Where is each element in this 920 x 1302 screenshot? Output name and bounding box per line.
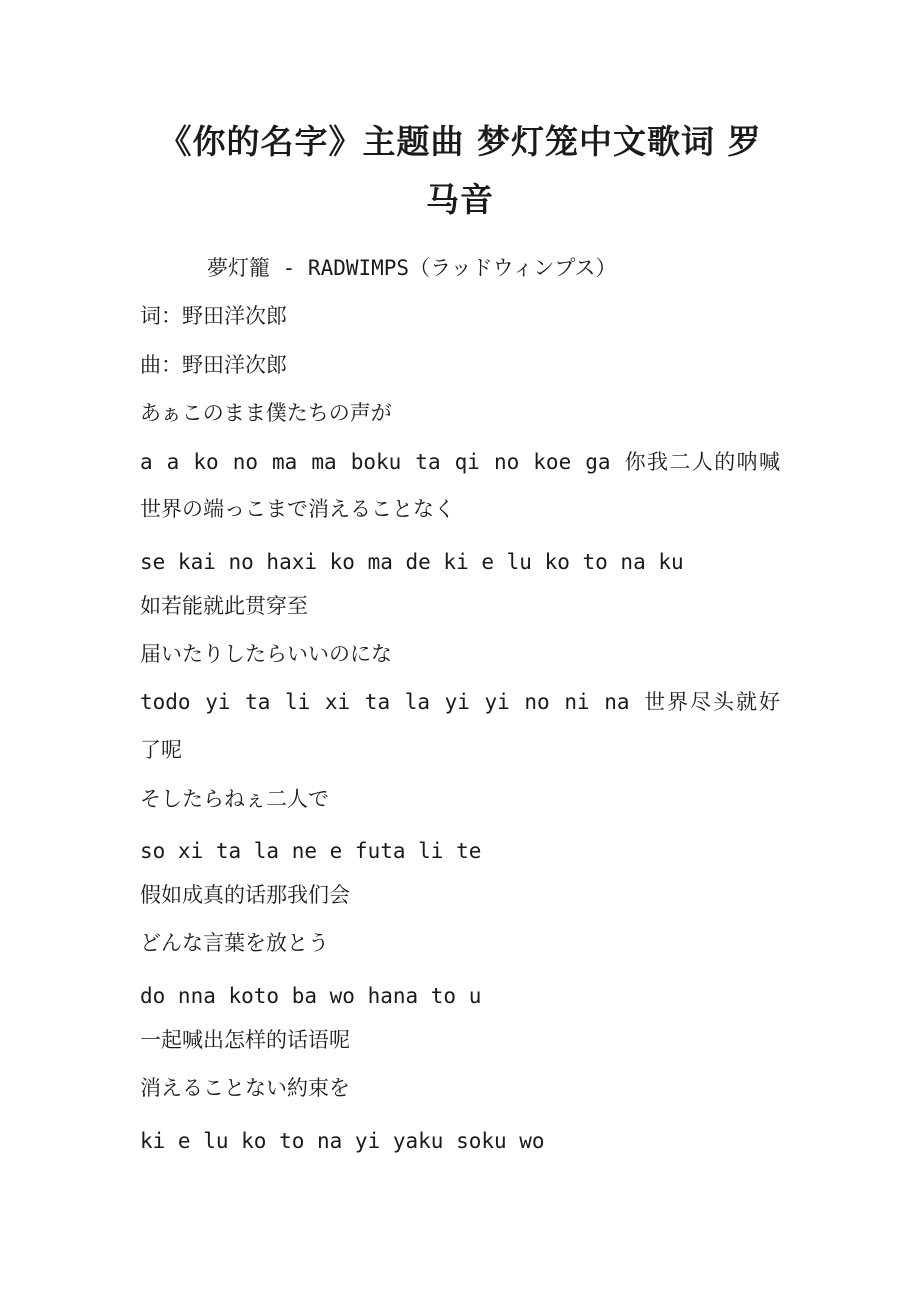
lyric-line: 世界の端っこまで消えることなく [140, 497, 455, 521]
lyricist-line: 词：野田洋次郎 [140, 304, 287, 328]
lyric-line: 届いたりしたらいいのにな [140, 642, 392, 666]
lyric-line: a a ko no ma ma boku ta qi no koe ga 你我二人的呐喊 [140, 450, 780, 474]
lyric-line: so xi ta la ne e futa li te [140, 839, 482, 863]
lyric-line: 了呢 [140, 738, 182, 762]
lyric-line: 一起喊出怎样的话语呢 [140, 1028, 350, 1052]
composer-line: 曲：野田洋次郎 [140, 353, 287, 377]
lyric-line: todo yi ta li xi ta la yi yi no ni na 世界尽头就好 [140, 690, 780, 714]
lyric-line: そしたらねぇ二人で [140, 787, 329, 811]
lyric-line: あぁこのまま僕たちの声が [140, 401, 392, 425]
lyric-line: do nna koto ba wo hana to u [140, 984, 482, 1008]
lyric-line: 假如成真的话那我们会 [140, 883, 350, 907]
lyric-line: 如若能就此贯穿至 [140, 594, 308, 618]
lyric-line: se kai no haxi ko ma de ki e lu ko to na ku [140, 550, 684, 574]
document-title-line-2: 马音 [426, 180, 494, 219]
document-title-line-1: 《你的名字》主题曲 梦灯笼中文歌词 罗 [158, 122, 762, 161]
lyric-line: どんな言葉を放とう [140, 931, 329, 955]
song-subtitle: 夢灯籠 - RADWIMPS（ラッドウィンプス） [207, 256, 617, 280]
lyric-line: ki e lu ko to na yi yaku soku wo [140, 1129, 545, 1153]
lyric-line: 消えることない約束を [140, 1076, 350, 1100]
